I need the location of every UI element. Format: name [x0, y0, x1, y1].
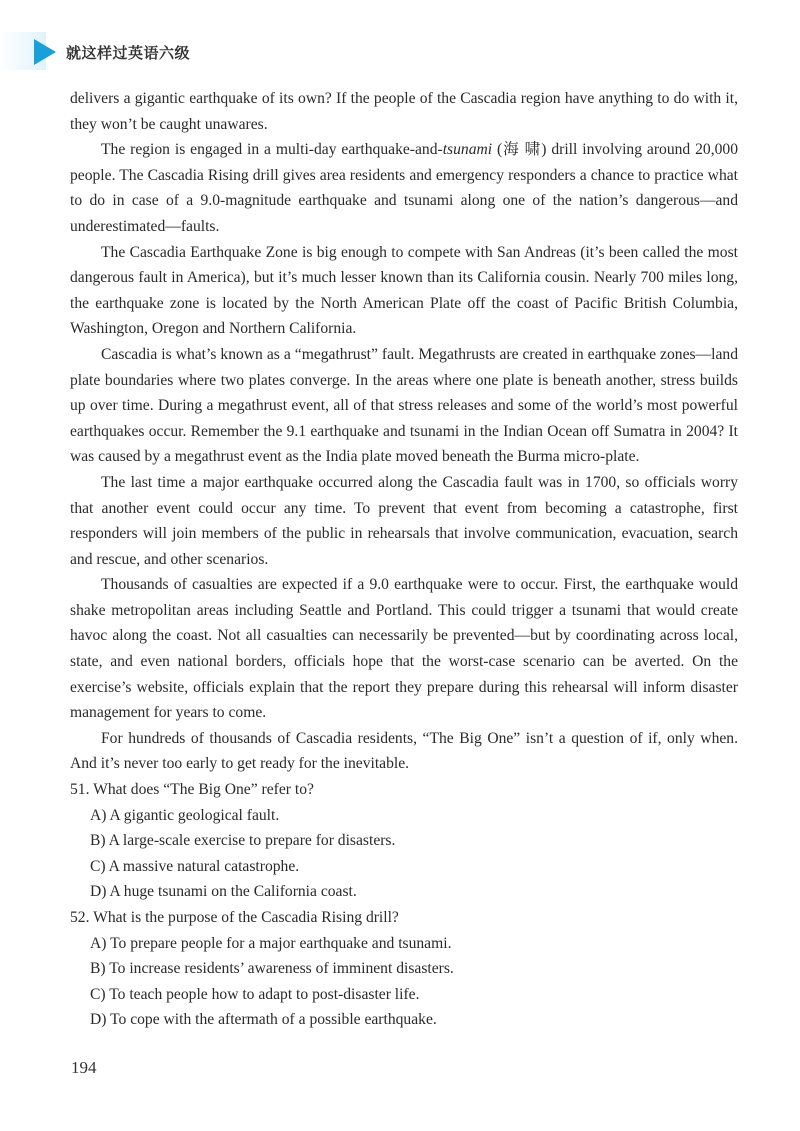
passage-paragraph: [70, 240, 738, 342]
italic-term: tsunami: [442, 141, 493, 159]
answer-option: C) To teach people how to adapt to post-disaster life.: [90, 985, 420, 1003]
answer-option: B) To increase residents’ awareness of imminent disasters.: [90, 960, 454, 978]
passage-paragraph: [70, 137, 738, 239]
paragraph-text: The last time a major earthquake occurred along the Cascadia fault was in 1700, so officials worry that another event could occur any time. To prevent that event from becoming a catastrophe, first responders will join members of the public in rehearsals that involve communication, evacuation, search and rescue, and other scenarios.: [70, 473, 738, 568]
page-content: [70, 86, 738, 1033]
answer-option: C) A massive natural catastrophe.: [90, 857, 300, 875]
question-stem: 51. What does “The Big One” refer to?: [70, 781, 314, 799]
paragraph-text: delivers a gigantic earthquake of its own? If the people of the Cascadia region have anything to do with it, they won’t be caught unawares.: [70, 90, 738, 133]
paragraph-text: The Cascadia Earthquake Zone is big enough to compete with San Andreas (it’s been called the most dangerous fault in America), but it’s much lesser known than its California cousin. Nearly 700 miles long, the earthquake zone is located by the North American Plate off the coast of Pacific British Columbia, Washington, Oregon and Northern California.: [70, 243, 738, 338]
question-block: [70, 777, 738, 905]
paragraph-text: (海 啸) drill involving around 20,000 people. The Cascadia Rising drill gives area residents and emergency responders a chance to practice what to do in case of a 9.0-magnitude earthquake and tsunami along one of the nation’s dangerous—and underestimated—faults.: [70, 141, 738, 235]
question-list: [70, 777, 738, 1033]
answer-option: D) To cope with the aftermath of a possible earthquake.: [90, 1011, 437, 1029]
answer-option: A) A gigantic geological fault.: [90, 806, 280, 824]
play-arrow-icon: [34, 39, 56, 65]
paragraph-text: For hundreds of thousands of Cascadia residents, “The Big One” isn’t a question of if, only when. And it’s never too early to get ready for the inevitable.: [70, 729, 738, 773]
answer-option: A) To prepare people for a major earthquake and tsunami.: [90, 934, 452, 952]
passage-paragraph: [70, 726, 738, 777]
passage-paragraph: [70, 86, 738, 137]
paragraph-text: The region is engaged in a multi-day earthquake-and-: [101, 141, 443, 159]
question-stem: 52. What is the purpose of the Cascadia Rising drill?: [70, 909, 399, 926]
passage-paragraph: [70, 342, 738, 470]
paragraph-text: Thousands of casualties are expected if a 9.0 earthquake were to occur. First, the earthquake would shake metropolitan areas including Seattle and Portland. This could trigger a tsunami that would create havoc along the coast. Not all casualties can necessarily be prevented—but by coordinating across local, state, and even national borders, officials hope that the worst-case scenario can be averted. On the exercise’s website, officials explain that the report they prepare during this rehearsal will inform disaster management for years to come.: [70, 576, 738, 722]
passage-paragraph: [70, 572, 738, 726]
paragraph-text: Cascadia is what’s known as a “megathrust” fault. Megathrusts are created in earthquake zones—land plate boundaries where two plates converge. In the areas where one plate is beneath another, stress builds up over time. During a megathrust event, all of that stress releases and some of the world’s most powerful earthquakes occur. Remember the 9.1 earthquake and tsunami in the Indian Ocean off Sumatra in 2004? It was caused by a megathrust event as the India plate moved beneath the Burma micro-plate.: [70, 345, 738, 466]
page-number: 194: [71, 1058, 97, 1077]
answer-option: D) A huge tsunami on the California coast.: [90, 883, 357, 901]
passage-paragraph: [70, 470, 738, 572]
answer-option: B) A large-scale exercise to prepare for disasters.: [90, 832, 396, 850]
question-block: [70, 905, 738, 1033]
reading-passage: [70, 86, 738, 777]
book-title: 就这样过英语六级: [66, 44, 191, 62]
